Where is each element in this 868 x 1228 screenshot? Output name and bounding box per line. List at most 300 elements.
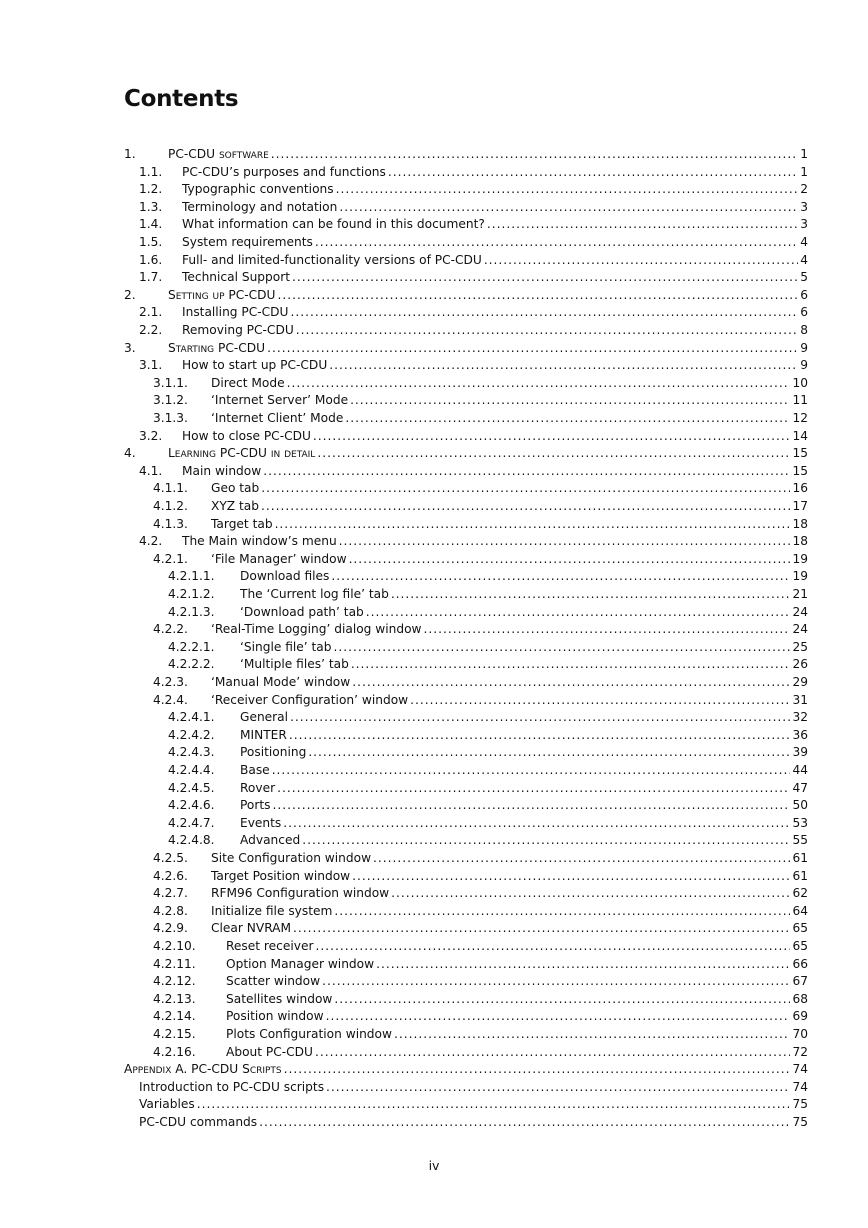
toc-entry-title — [182, 533, 337, 551]
toc-entry-page: 11 — [792, 393, 808, 408]
toc-entry-number: 1.7. — [139, 270, 163, 285]
toc-entry-number: 3.1.3. — [153, 411, 188, 425]
toc-entry-text: Target tab — [211, 516, 273, 531]
toc-entry-page: 50 — [792, 798, 808, 813]
toc-leader-dots — [391, 885, 790, 903]
toc-entry[interactable] — [0, 1008, 868, 1026]
toc-entry-text: ‘Real-Time Logging’ dialog window — [211, 622, 422, 637]
toc-entry-title — [240, 762, 270, 780]
toc-leader-dots — [267, 340, 798, 358]
toc-entry-text: Events — [240, 815, 282, 830]
toc-entry-text: Full- and limited-functionality versions of PC-CDU — [182, 252, 482, 267]
toc-entry-title — [139, 1079, 324, 1097]
toc-entry-page: 21 — [792, 587, 808, 601]
toc-entry-title — [211, 498, 259, 516]
toc-entry[interactable] — [0, 780, 868, 798]
toc-entry[interactable] — [0, 322, 868, 340]
toc-leader-dots — [326, 1008, 791, 1026]
toc-leader-dots — [487, 216, 798, 234]
toc-entry-title — [182, 304, 288, 322]
toc-entry-title — [211, 903, 332, 921]
toc-entry-title — [139, 1096, 195, 1114]
toc-entry-text: What information can be found in this document? — [182, 217, 485, 232]
toc-entry-number: 4.2.15. — [153, 1027, 196, 1041]
toc-entry[interactable] — [0, 375, 868, 393]
toc-leader-dots — [352, 868, 790, 886]
toc-leader-dots — [315, 938, 790, 956]
toc-leader-dots — [308, 744, 790, 762]
toc-entry-page: 6 — [800, 287, 808, 302]
toc-entry[interactable] — [0, 164, 868, 182]
toc-entry-number: 4.2.2.1. — [168, 639, 215, 654]
toc-entry[interactable] — [0, 216, 868, 234]
toc-entry-number: 4.2.3. — [153, 675, 188, 689]
toc-entry[interactable] — [0, 199, 868, 217]
toc-entry-title — [139, 1114, 257, 1132]
toc-entry-number: 2. — [124, 287, 136, 302]
toc-entry-text: A. PC-CDU — [171, 1062, 243, 1077]
toc-entry-text: ‘File Manager’ window — [211, 551, 347, 566]
toc-leader-dots — [376, 956, 790, 974]
toc-entry-page: 62 — [792, 886, 808, 901]
toc-entry-number: 3.2. — [139, 428, 163, 443]
toc-entry-number: 4.2.11. — [153, 956, 196, 971]
toc-entry[interactable] — [0, 498, 868, 516]
toc-entry-page: 16 — [792, 481, 808, 496]
toc-entry-title — [240, 639, 332, 657]
toc-entry-page: 15 — [792, 463, 808, 478]
toc-leader-dots — [284, 1061, 791, 1079]
toc-entry-number: 4.2.4.2. — [168, 727, 215, 742]
toc-entry[interactable] — [0, 445, 868, 463]
toc-entry[interactable] — [0, 1044, 868, 1062]
toc-entry-number: 4.2.1.1. — [168, 569, 215, 584]
toc-entry-title — [211, 850, 371, 868]
toc-entry-page: 75 — [792, 1115, 808, 1129]
toc-leader-dots — [293, 920, 790, 938]
page-title: Contents — [124, 86, 239, 112]
toc-entry-page: 18 — [792, 534, 808, 549]
toc-entry-title — [240, 744, 306, 762]
toc-leader-dots — [263, 463, 790, 481]
toc-entry-smallcaps: software — [218, 147, 269, 161]
toc-leader-dots — [484, 252, 798, 270]
toc-leader-dots — [317, 445, 790, 463]
toc-entry-page: 47 — [792, 780, 808, 795]
toc-entry[interactable] — [0, 938, 868, 956]
toc-entry-title — [182, 252, 482, 270]
toc-leader-dots — [315, 1044, 791, 1062]
toc-entry-page: 69 — [792, 1009, 808, 1024]
toc-entry-page: 75 — [792, 1097, 808, 1112]
toc-leader-dots — [424, 621, 791, 639]
toc-entry[interactable] — [0, 269, 868, 287]
toc-entry-title — [182, 216, 485, 234]
toc-entry[interactable] — [0, 991, 868, 1009]
toc-entry-number: 2.2. — [139, 323, 163, 337]
toc-entry-text: ‘Single file’ tab — [240, 639, 332, 654]
toc-entry-title — [168, 340, 265, 358]
toc-leader-dots — [313, 428, 791, 446]
toc-entry-page: 31 — [792, 692, 808, 707]
toc-entry[interactable] — [0, 674, 868, 692]
toc-entry-page: 66 — [792, 956, 808, 971]
toc-entry-title — [182, 428, 311, 446]
toc-entry-page: 12 — [792, 411, 808, 425]
toc-entry-page: 6 — [800, 305, 808, 320]
toc-entry[interactable] — [0, 885, 868, 903]
toc-entry-text: Advanced — [240, 833, 301, 848]
toc-entry-text: XYZ tab — [211, 499, 260, 513]
toc-entry-text: Typographic conventions — [182, 182, 334, 197]
toc-entry-page: 5 — [800, 270, 808, 285]
toc-leader-dots — [351, 656, 791, 674]
toc-entry-text: The Main window’s menu — [182, 534, 337, 549]
toc-entry-text: Removing PC-CDU — [182, 323, 294, 337]
toc-entry-number: 4.2.8. — [153, 903, 188, 918]
toc-entry-title — [168, 146, 269, 164]
toc-entry[interactable] — [0, 815, 868, 833]
toc-entry-title — [226, 991, 332, 1009]
toc-entry-number: 1.5. — [139, 235, 163, 249]
toc-entry-text: System requirements — [182, 235, 313, 249]
toc-entry-text: Download files — [240, 569, 330, 584]
toc-entry-title — [211, 868, 350, 886]
toc-leader-dots — [339, 533, 791, 551]
toc-entry[interactable] — [0, 920, 868, 938]
toc-entry-smallcaps: Appendix — [124, 1062, 172, 1077]
toc-entry-number: 4.2.7. — [153, 886, 188, 901]
toc-entry-text: About PC-CDU — [226, 1044, 313, 1059]
toc-entry-smallcaps: Learning — [168, 446, 216, 461]
toc-entry-title — [211, 410, 343, 428]
toc-entry[interactable] — [0, 516, 868, 534]
toc-entry-title — [211, 692, 408, 710]
toc-entry-number: 4.2.13. — [153, 991, 196, 1006]
toc-entry-page: 64 — [792, 903, 808, 918]
toc-entry-text: General — [240, 710, 289, 725]
toc-entry-page: 53 — [792, 815, 808, 830]
toc-entry[interactable] — [0, 656, 868, 674]
toc-entry-text: Plots Configuration window — [226, 1027, 392, 1041]
toc-entry-page: 18 — [792, 516, 808, 531]
toc-entry-title — [182, 181, 334, 199]
toc-leader-dots — [302, 832, 790, 850]
toc-entry-text: Ports — [240, 798, 271, 813]
toc-entry[interactable] — [0, 357, 868, 375]
toc-entry-number: 4.2.2.2. — [168, 657, 215, 672]
toc-entry-number: 4.2.12. — [153, 974, 196, 989]
toc-entry-text: MINTER — [240, 727, 287, 742]
toc-leader-dots — [259, 1114, 790, 1132]
toc-leader-dots — [352, 674, 790, 692]
toc-entry-number: 1.1. — [139, 164, 163, 179]
toc-entry-page: 65 — [792, 921, 808, 936]
toc-entry-page: 67 — [792, 974, 808, 989]
toc-leader-dots — [322, 973, 790, 991]
toc-leader-dots — [329, 357, 798, 375]
toc-entry-number: 1.3. — [139, 199, 163, 214]
toc-entry-text: Technical Support — [182, 270, 291, 285]
toc-entry-text: ‘Receiver Configuration’ window — [211, 692, 409, 707]
toc-entry[interactable] — [0, 428, 868, 446]
toc-entry-page: 26 — [792, 657, 808, 672]
toc-entry-number: 4.2.5. — [153, 851, 188, 865]
toc-leader-dots — [272, 762, 791, 780]
toc-entry-page: 9 — [800, 340, 808, 355]
toc-entry[interactable] — [0, 181, 868, 199]
toc-entry[interactable] — [0, 956, 868, 974]
toc-entry-title — [240, 832, 300, 850]
toc-leader-dots — [366, 604, 791, 622]
toc-entry-page: 36 — [792, 727, 808, 742]
toc-entry-number: 4.2.4.3. — [168, 745, 215, 760]
toc-entry-number: 1.6. — [139, 252, 163, 267]
toc-leader-dots — [261, 498, 790, 516]
toc-leader-dots — [349, 551, 791, 569]
toc-leader-dots — [290, 709, 790, 727]
toc-entry-text: Rover — [240, 780, 276, 795]
toc-leader-dots — [292, 269, 798, 287]
toc-entry-text: How to close PC-CDU — [182, 428, 311, 443]
toc-entry[interactable] — [0, 903, 868, 921]
toc-entry[interactable] — [0, 692, 868, 710]
toc-entry-smallcaps: Scripts — [242, 1062, 282, 1077]
toc-entry-text: Option Manager window — [226, 956, 375, 971]
toc-entry-title — [226, 938, 313, 956]
toc-entry-page: 61 — [792, 868, 808, 883]
toc-entry[interactable] — [0, 868, 868, 886]
toc-entry-text: How to start up PC-CDU — [182, 358, 328, 373]
toc-entry[interactable] — [0, 568, 868, 586]
toc-leader-dots — [334, 639, 791, 657]
toc-entry-page: 61 — [792, 851, 808, 865]
toc-entry-number: 4.2.2. — [153, 622, 188, 637]
toc-entry-number: 4.2.4.6. — [168, 798, 215, 813]
toc-entry[interactable] — [0, 146, 868, 164]
toc-entry-page: 1 — [800, 164, 808, 179]
toc-entry-text: Site Configuration window — [211, 851, 372, 865]
toc-entry-number: 4.2.4. — [153, 692, 188, 707]
toc-leader-dots — [373, 850, 790, 868]
toc-entry-number: 4.2.1.3. — [168, 604, 215, 619]
toc-entry[interactable] — [0, 304, 868, 322]
toc-leader-dots — [290, 304, 798, 322]
toc-entry-number: 4.2.9. — [153, 921, 188, 936]
toc-leader-dots — [326, 1079, 790, 1097]
toc-entry-text: PC-CDU commands — [139, 1115, 258, 1129]
toc-entry-smallcaps: in detail — [270, 446, 316, 461]
toc-entry-title — [182, 164, 386, 182]
toc-entry-number: 4.1.2. — [153, 499, 188, 513]
toc-leader-dots — [287, 375, 791, 393]
toc-entry[interactable] — [0, 832, 868, 850]
toc-entry-text: Position window — [226, 1009, 324, 1024]
toc-entry-page: 19 — [792, 569, 808, 584]
toc-entry-title — [211, 516, 273, 534]
toc-entry-text: PC-CDU’s purposes and functions — [182, 164, 386, 179]
toc-entry-page: 3 — [800, 199, 808, 214]
toc-entry-smallcaps: Setting up — [168, 287, 225, 302]
toc-entry-title — [240, 586, 389, 604]
toc-leader-dots — [277, 287, 798, 305]
toc-entry-text: Clear NVRAM — [211, 921, 292, 936]
toc-leader-dots — [283, 815, 790, 833]
toc-entry-title — [168, 287, 275, 305]
toc-entry-title — [182, 234, 313, 252]
toc-entry[interactable] — [0, 709, 868, 727]
toc-entry-page: 24 — [792, 622, 808, 637]
toc-entry-title — [182, 199, 337, 217]
toc-entry[interactable] — [0, 551, 868, 569]
toc-entry[interactable] — [0, 639, 868, 657]
toc-entry-title — [211, 551, 347, 569]
toc-leader-dots — [197, 1096, 791, 1114]
toc-entry-title — [226, 1026, 392, 1044]
toc-entry-page: 74 — [792, 1079, 808, 1094]
toc-entry-number: 4.2.1.2. — [168, 587, 215, 601]
toc-leader-dots — [275, 516, 791, 534]
toc-leader-dots — [271, 146, 798, 164]
toc-entry-title — [226, 973, 320, 991]
toc-entry[interactable] — [0, 480, 868, 498]
toc-entry-page: 4 — [800, 252, 808, 267]
toc-entry-text: ‘Download path’ tab — [240, 604, 364, 619]
toc-entry-text: PC-CDU — [224, 287, 276, 302]
toc-entry[interactable] — [0, 1079, 868, 1097]
toc-entry-text: The ‘Current log file’ tab — [240, 587, 389, 601]
toc-entry[interactable] — [0, 727, 868, 745]
toc-leader-dots — [334, 991, 790, 1009]
toc-entry-page: 32 — [792, 710, 808, 725]
toc-entry-title — [240, 727, 287, 745]
toc-entry[interactable] — [0, 744, 868, 762]
toc-entry-page: 25 — [792, 639, 808, 654]
toc-entry-title — [124, 1061, 282, 1079]
toc-entry[interactable] — [0, 287, 868, 305]
toc-entry[interactable] — [0, 762, 868, 780]
toc-leader-dots — [277, 780, 790, 798]
toc-entry-number: 4.1.3. — [153, 516, 188, 531]
toc-entry-smallcaps: Starting — [168, 340, 215, 355]
toc-entry-title — [226, 1008, 324, 1026]
toc-entry-page: 72 — [792, 1044, 808, 1059]
toc-entry[interactable] — [0, 1096, 868, 1114]
toc-entry-page: 68 — [792, 991, 808, 1006]
toc-leader-dots — [336, 181, 799, 199]
toc-entry-number: 3. — [124, 340, 136, 355]
toc-entry-number: 4.1. — [139, 463, 163, 478]
toc-entry-number: 1. — [124, 147, 136, 161]
toc-entry[interactable] — [0, 973, 868, 991]
toc-entry-page: 15 — [792, 446, 808, 461]
toc-leader-dots — [394, 1026, 791, 1044]
toc-entry-page: 9 — [800, 358, 808, 373]
toc-leader-dots — [296, 322, 798, 340]
toc-entry-page: 8 — [800, 323, 808, 337]
toc-entry-page: 29 — [792, 675, 808, 689]
toc-entry-title — [182, 357, 327, 375]
toc-entry-number: 4.2.10. — [153, 939, 196, 953]
toc-entry-text: Geo tab — [211, 481, 260, 496]
toc-entry-text: Main window — [182, 463, 262, 478]
toc-entry-title — [211, 375, 285, 393]
toc-entry[interactable] — [0, 1061, 868, 1079]
toc-entry-title — [240, 656, 349, 674]
toc-entry-text: RFM96 Configuration window — [211, 886, 390, 901]
toc-entry-text: PC-CDU — [214, 340, 266, 355]
toc-entry[interactable] — [0, 797, 868, 815]
toc-leader-dots — [350, 392, 790, 410]
toc-entry[interactable] — [0, 252, 868, 270]
toc-entry[interactable] — [0, 1026, 868, 1044]
toc-entry-text: Base — [240, 763, 270, 777]
toc-entry-text: Reset receiver — [226, 939, 314, 953]
toc-entry-page: 70 — [792, 1027, 808, 1041]
toc-entry-title — [240, 797, 271, 815]
toc-entry-page: 39 — [792, 745, 808, 760]
toc-entry-page: 24 — [792, 604, 808, 619]
toc-leader-dots — [410, 692, 790, 710]
toc-entry[interactable] — [0, 604, 868, 622]
toc-entry-number: 4.2.4.4. — [168, 763, 215, 777]
toc-entry-number: 4.2.14. — [153, 1009, 196, 1024]
toc-entry-page: 1 — [800, 147, 808, 161]
toc-entry-title — [226, 956, 374, 974]
toc-leader-dots — [339, 199, 798, 217]
toc-entry[interactable] — [0, 234, 868, 252]
toc-entry-title — [211, 392, 348, 410]
toc-entry[interactable] — [0, 586, 868, 604]
toc-entry-number: 4.2.4.1. — [168, 710, 215, 725]
toc-entry-number: 4.2.16. — [153, 1044, 196, 1059]
toc-entry-title — [182, 463, 261, 481]
toc-entry-title — [240, 604, 364, 622]
toc-entry[interactable] — [0, 463, 868, 481]
toc-entry-text: Introduction to PC-CDU scripts — [139, 1079, 325, 1094]
toc-entry-page: 74 — [792, 1062, 808, 1077]
toc-entry-title — [211, 885, 389, 903]
toc-leader-dots — [261, 480, 790, 498]
toc-entry-number: 1.4. — [139, 217, 163, 232]
toc-entry-title — [240, 709, 288, 727]
toc-entry[interactable] — [0, 392, 868, 410]
toc-entry-title — [240, 568, 329, 586]
toc-entry[interactable] — [0, 533, 868, 551]
toc-entry-title — [211, 674, 350, 692]
toc-entry[interactable] — [0, 621, 868, 639]
toc-entry-number: 1.2. — [139, 182, 163, 197]
toc-entry-text: Initialize file system — [211, 903, 333, 918]
toc-entry-page: 10 — [792, 375, 808, 390]
toc-leader-dots — [331, 568, 790, 586]
toc-entry-page: 19 — [792, 551, 808, 566]
toc-entry-number: 4.2.6. — [153, 868, 188, 883]
toc-entry[interactable] — [0, 1114, 868, 1132]
toc-entry-text: Installing PC-CDU — [182, 305, 289, 320]
toc-entry[interactable] — [0, 850, 868, 868]
toc-entry-text: Terminology and notation — [182, 199, 338, 214]
toc-entry[interactable] — [0, 340, 868, 358]
toc-entry-number: 4.1.1. — [153, 481, 188, 496]
toc-entry-page: 55 — [792, 833, 808, 848]
toc-leader-dots — [273, 797, 791, 815]
toc-entry-title — [182, 269, 290, 287]
toc-entry[interactable] — [0, 410, 868, 428]
toc-entry-text: ‘Internet Client’ Mode — [211, 411, 344, 425]
toc-entry-title — [211, 480, 259, 498]
toc-entry-page: 4 — [800, 235, 808, 249]
